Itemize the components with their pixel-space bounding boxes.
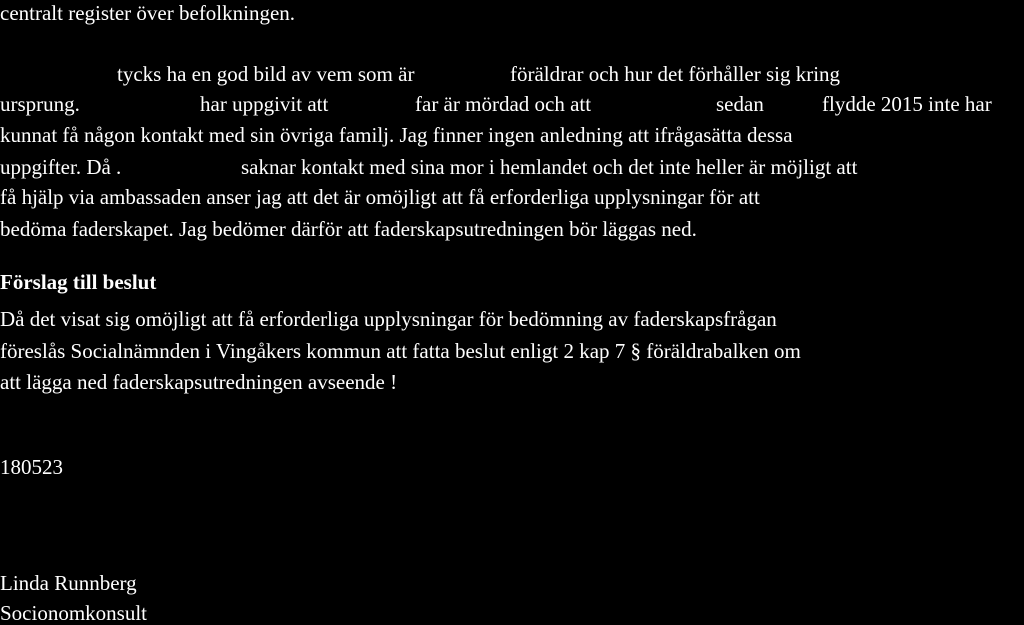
proposal-line3: att lägga ned faderskapsutredningen avseende !	[0, 370, 398, 394]
paragraph2-line3: kunnat få någon kontakt med sin övriga familj. Jag finner ingen anledning att ifrågasätta dessa	[0, 123, 793, 147]
paragraph2-line1-part1: tycks ha en god bild av vem som är	[117, 62, 415, 86]
paragraph2-line1-part2: föräldrar och hur det förhåller sig kring	[510, 62, 841, 86]
proposal-line1: Då det visat sig omöjligt att få erforderliga upplysningar för bedömning av faderskapsfrågan	[0, 307, 777, 331]
section-heading: Förslag till beslut	[0, 270, 157, 294]
paragraph2-line2-part2: har uppgivit att	[200, 92, 329, 116]
signature-name: Linda Runnberg	[0, 571, 137, 595]
paragraph2-line2-part5: flydde 2015 inte har	[822, 92, 992, 116]
document-date: 180523	[0, 455, 63, 479]
paragraph2-line4-part2: saknar kontakt med sina mor i hemlandet och det inte heller är möjligt att	[241, 155, 858, 179]
paragraph2-line2-part3: far är mördad och att	[415, 92, 592, 116]
paragraph2-line5: få hjälp via ambassaden anser jag att det är omöjligt att få erforderliga upplysningar för att	[0, 185, 760, 209]
paragraph2-line6: bedöma faderskapet. Jag bedömer därför att faderskapsutredningen bör läggas ned.	[0, 217, 697, 241]
paragraph2-line2-part1: ursprung.	[0, 92, 80, 116]
paragraph2-line2-part4: sedan	[716, 92, 764, 116]
paragraph1-tail: centralt register över befolkningen.	[0, 1, 296, 25]
signature-title: Socionomkonsult	[0, 601, 148, 625]
proposal-line2: föreslås Socialnämnden i Vingåkers kommun att fatta beslut enligt 2 kap 7 § föräldrabalken om	[0, 339, 801, 363]
paragraph2-line4-part1: uppgifter. Då .	[0, 155, 122, 179]
